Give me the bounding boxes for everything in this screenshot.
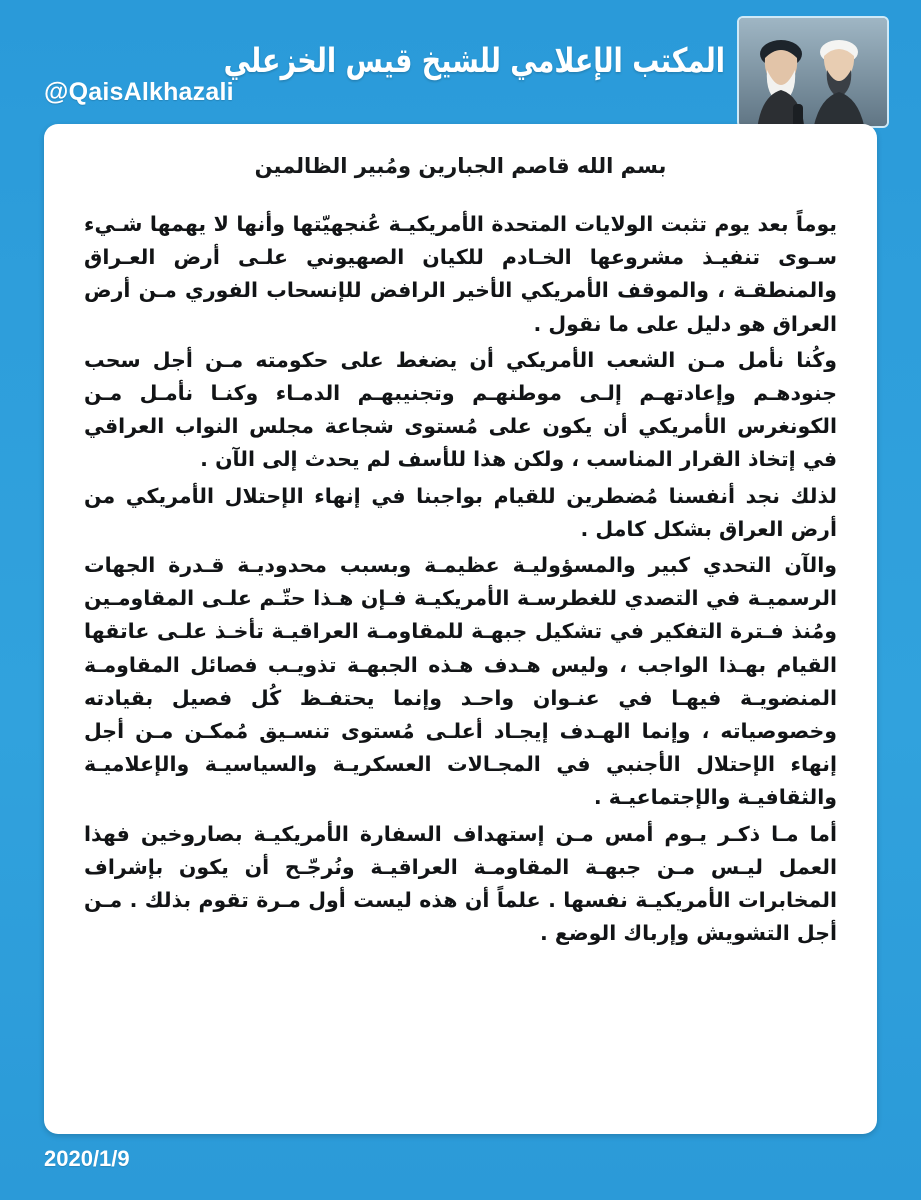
statement-paragraph-1: يوماً بعد يوم تثبت الولايات المتحدة الأمريكيـة عُنجهيّتها وأنها لا يهمها شـيء سـوى تنفيـذ مشروعها الخـادم للكيان الصهيوني علـى أرض العـراق والمنطقـة ، والموقف الأمريكي الأخير الرافض للإنسحاب الفوري مـن أرض العراق هو دليل على ما نقول . bbox=[84, 212, 837, 336]
statement-paragraph-3: لذلك نجد أنفسنا مُضطرين للقيام بواجبنا في إنهاء الإحتلال الأمريكي من أرض العراق بشكل كامل . bbox=[84, 483, 837, 541]
date-label: 2020/1/9 bbox=[44, 1146, 130, 1171]
statement-paragraph-5: أما مـا ذكـر يـوم أمس مـن إستهداف السفارة الأمريكيـة بصاروخين فهذا العمل ليـس مـن جبهـة المقاومـة العراقيـة ونُرجّـح أن يكون بإشراف المخابرات الأمريكيـة نفسها . علماً أن هذه ليست أول مـرة تقوم بذلك . مـن أجل التشويش وإرباك الوضع . bbox=[84, 821, 837, 946]
portrait-illustration bbox=[737, 18, 887, 128]
bismillah-heading: بسم الله قاصم الجبارين ومُبير الظالمين bbox=[254, 154, 667, 178]
statement-paragraph-4: والآن التحدي كبير والمسؤوليـة عظيمـة وبسبب محدوديـة قـدرة الجهات الرسميـة في التصدي للغطرسـة الأمريكيـة فـإن هـذا حتّـم علـى المقاومـين ومُنذ فـترة التفكير في تشكيل جبهـة للمقاومـة العراقيـة تأخـذ علـى عاتقها القيام بهـذا الواجب ، وليس هـدف هـذه الجبهـة تذويـب فصائل المقاومـة المنضويـة فيهـا في عنـوان واحـد وإنما يحتفـظ كُل فصيل بقيادته وخصوصياته ، وإنما الهـدف إيجـاد أعلـى مُستوى تنسـيق مُمكـن مـن أجل إنهاء الإحتلال الأجنبي في المجـالات العسكريـة والسياسيـة والإعلاميـة والثقافيـة والإجتماعيـة . bbox=[84, 553, 837, 810]
statement-paragraph-2: وكُنا نأمل مـن الشعب الأمريكي أن يضغط على حكومته مـن أجل سحب جنودهـم وإعادتهـم إلـى موطنهـم وتجنيبهـم الدمـاء وكنـا نأمـل مـن الكونغرس الأمريكي أن يكون على مُستوى شجاعة مجلس النواب العراقي في إتخاذ القرار المناسب ، ولكن هذا للأسف لم يحدث إلى الآن . bbox=[84, 347, 837, 472]
calligraphy-logo: المكتب الإعلامي للشيخ قيس الخزعلي bbox=[223, 42, 725, 81]
account-handle: @QaisAlkhazali bbox=[44, 78, 234, 106]
header bbox=[0, 0, 921, 120]
statement-card bbox=[44, 124, 877, 1134]
portrait-photo bbox=[737, 16, 889, 128]
